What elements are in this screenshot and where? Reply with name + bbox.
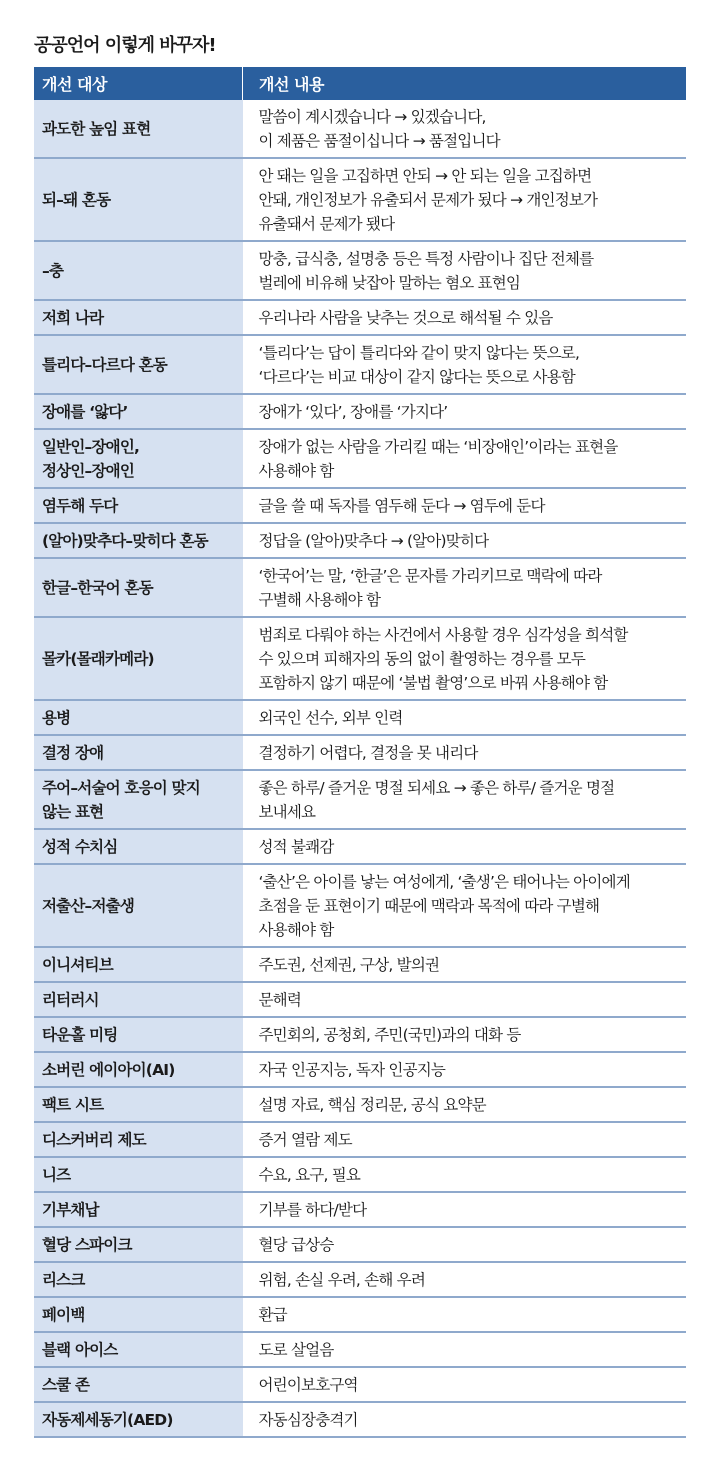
target-cell-line: 디스커버리 제도 xyxy=(42,1131,146,1149)
target-cell xyxy=(34,982,243,1017)
content-cell xyxy=(243,100,687,158)
content-cell-line: 좋은 하루/ 즐거운 명절 되세요 → 좋은 하루/ 즐거운 명절 xyxy=(258,779,615,797)
target-cell xyxy=(34,394,243,429)
table-row xyxy=(34,947,686,982)
target-cell xyxy=(34,1402,243,1437)
table-row xyxy=(34,100,686,158)
target-cell-line: 기부채납 xyxy=(42,1201,99,1219)
table-row xyxy=(34,429,686,488)
content-cell xyxy=(243,429,687,488)
target-cell-line: 리스크 xyxy=(42,1271,85,1289)
target-cell xyxy=(34,100,243,158)
content-cell-line: 안 돼는 일을 고집하면 안되 → 안 되는 일을 고집하면 xyxy=(258,167,592,185)
content-cell-line: 기부를 하다/받다 xyxy=(258,1201,367,1219)
content-cell xyxy=(243,700,687,735)
target-cell xyxy=(34,700,243,735)
table-row xyxy=(34,523,686,558)
content-cell-line: 구별해 사용해야 함 xyxy=(258,591,381,609)
target-cell xyxy=(34,1087,243,1122)
target-cell-line: 않는 표현 xyxy=(42,803,104,821)
content-cell-line: 보내세요 xyxy=(258,803,316,821)
target-cell xyxy=(34,1262,243,1297)
content-cell xyxy=(243,1227,687,1262)
content-cell-line: 초점을 둔 표현이기 때문에 맥락과 목적에 따라 구별해 xyxy=(258,897,600,915)
content-cell xyxy=(243,558,687,617)
content-cell-line: 사용해야 함 xyxy=(258,462,334,480)
content-cell xyxy=(243,735,687,770)
target-cell-line: 과도한 높임 표현 xyxy=(42,120,151,138)
target-cell xyxy=(34,735,243,770)
content-cell xyxy=(243,1122,687,1157)
content-cell xyxy=(243,335,687,394)
target-cell-line: 한글–한국어 혼동 xyxy=(42,579,153,597)
table-row xyxy=(34,1087,686,1122)
content-cell-line: 수 있으며 피해자의 동의 없이 촬영하는 경우를 모두 xyxy=(258,650,586,668)
target-cell-line: 타운홀 미팅 xyxy=(42,1026,118,1044)
content-cell xyxy=(243,1087,687,1122)
content-cell-line: 환급 xyxy=(258,1306,287,1324)
target-cell-line: 결정 장애 xyxy=(42,744,104,762)
content-cell-line: 이 제품은 품절이십니다 → 품절입니다 xyxy=(258,132,500,150)
target-cell-line: 스쿨 존 xyxy=(42,1376,90,1394)
content-cell-line: 혈당 급상승 xyxy=(258,1236,334,1254)
content-cell xyxy=(243,1192,687,1227)
content-cell xyxy=(243,523,687,558)
target-cell-line: 니즈 xyxy=(42,1166,71,1184)
table-row xyxy=(34,1262,686,1297)
table-row xyxy=(34,1227,686,1262)
content-cell xyxy=(243,1332,687,1367)
content-cell-line: 자국 인공지능, 독자 인공지능 xyxy=(258,1061,446,1079)
target-cell xyxy=(34,947,243,982)
table-row xyxy=(34,735,686,770)
target-cell-line: 용병 xyxy=(42,709,71,727)
content-cell-line: 우리나라 사람을 낮추는 것으로 해석될 수 있음 xyxy=(258,309,553,327)
target-cell-line: 소버린 에이아이(AI) xyxy=(42,1061,175,1079)
content-cell-line: ‘한국어’는 말, ‘한글’은 문자를 가리키므로 맥락에 따라 xyxy=(258,567,602,585)
target-cell-line: 틀리다–다르다 혼동 xyxy=(42,356,167,374)
content-cell-line: 범죄로 다뤄야 하는 사건에서 사용할 경우 심각성을 희석할 xyxy=(258,626,628,644)
content-cell-line: 위험, 손실 우려, 손해 우려 xyxy=(258,1271,425,1289)
content-cell xyxy=(243,1052,687,1087)
target-cell xyxy=(34,158,243,241)
target-cell xyxy=(34,335,243,394)
target-cell xyxy=(34,558,243,617)
content-cell-line: 글을 쓸 때 독자를 염두해 둔다 → 염두에 둔다 xyxy=(258,497,545,515)
content-cell-line: 도로 살얼음 xyxy=(258,1341,334,1359)
content-cell-line: 벌레에 비유해 낮잡아 말하는 혐오 표현임 xyxy=(258,274,521,292)
target-cell xyxy=(34,241,243,300)
content-cell-line: 주도권, 선제권, 구상, 발의권 xyxy=(258,956,440,974)
target-cell xyxy=(34,1052,243,1087)
target-cell xyxy=(34,770,243,829)
table-row xyxy=(34,1017,686,1052)
content-cell-line: 설명 자료, 핵심 정리문, 공식 요약문 xyxy=(258,1096,486,1114)
page-title: 공공언어 이렇게 바꾸자! xyxy=(34,35,216,56)
content-cell-line: 사용해야 함 xyxy=(258,921,334,939)
content-cell xyxy=(243,1402,687,1437)
target-cell xyxy=(34,1227,243,1262)
table-row xyxy=(34,488,686,523)
content-cell-line: 성적 불쾌감 xyxy=(258,838,334,856)
table-row xyxy=(34,1157,686,1192)
target-cell xyxy=(34,829,243,864)
target-cell xyxy=(34,429,243,488)
content-cell xyxy=(243,770,687,829)
target-cell xyxy=(34,523,243,558)
content-cell-line: 망충, 급식충, 설명충 등은 특정 사람이나 집단 전체를 xyxy=(258,250,594,268)
content-cell xyxy=(243,158,687,241)
target-cell xyxy=(34,617,243,700)
table-row xyxy=(34,1332,686,1367)
column-header-content: 개선 내용 xyxy=(243,67,687,100)
target-cell-line: 장애를 ‘앓다’ xyxy=(42,403,128,421)
content-cell xyxy=(243,1297,687,1332)
table-row xyxy=(34,558,686,617)
content-cell-line: 외국인 선수, 외부 인력 xyxy=(258,709,403,727)
content-cell-line: ‘출산’은 아이를 낳는 여성에게, ‘출생’은 태어나는 아이에게 xyxy=(258,873,630,891)
table-row xyxy=(34,1122,686,1157)
table-body xyxy=(34,100,686,1437)
content-cell-line: 장애가 없는 사람을 가리킬 때는 ‘비장애인’이라는 표현을 xyxy=(258,438,618,456)
content-cell xyxy=(243,300,687,335)
content-cell-line: 어린이보호구역 xyxy=(258,1376,358,1394)
content-cell xyxy=(243,1017,687,1052)
table-row xyxy=(34,617,686,700)
table-row xyxy=(34,1297,686,1332)
table-row xyxy=(34,864,686,947)
content-cell xyxy=(243,829,687,864)
target-cell-line: 일반인–장애인, xyxy=(42,438,140,456)
content-cell-line: 문해력 xyxy=(258,991,302,1009)
content-cell-line: 유출돼서 문제가 됐다 xyxy=(258,215,395,233)
target-cell xyxy=(34,1157,243,1192)
target-cell-line: 이니셔티브 xyxy=(42,956,113,974)
target-cell xyxy=(34,1122,243,1157)
content-cell-line: 수요, 요구, 필요 xyxy=(258,1166,361,1184)
table-row xyxy=(34,1052,686,1087)
target-cell-line: 페이백 xyxy=(42,1306,85,1324)
target-cell-line: 성적 수치심 xyxy=(42,838,118,856)
content-cell-line: 자동심장충격기 xyxy=(258,1411,358,1429)
target-cell-line: 몰카(몰래카메라) xyxy=(42,650,154,668)
content-cell-line: 장애가 ‘있다’, 장애를 ‘가지다’ xyxy=(258,403,448,421)
table-row xyxy=(34,300,686,335)
content-cell-line: 정답을 (알아)맞추다 → (알아)맞히다 xyxy=(258,532,489,550)
content-cell-line: ‘다르다’는 비교 대상이 같지 않다는 뜻으로 사용함 xyxy=(258,368,575,386)
target-cell xyxy=(34,1367,243,1402)
table-row xyxy=(34,700,686,735)
table-row xyxy=(34,394,686,429)
content-cell xyxy=(243,241,687,300)
target-cell-line: 정상인–장애인 xyxy=(42,462,134,480)
table-row xyxy=(34,335,686,394)
content-cell xyxy=(243,394,687,429)
content-cell-line: 증거 열람 제도 xyxy=(258,1131,352,1149)
content-cell xyxy=(243,488,687,523)
table-header-row xyxy=(34,67,686,100)
target-cell xyxy=(34,1017,243,1052)
table-row xyxy=(34,770,686,829)
table-row xyxy=(34,1192,686,1227)
target-cell xyxy=(34,1297,243,1332)
target-cell xyxy=(34,300,243,335)
content-cell-line: ‘틀리다’는 답이 틀리다와 같이 맞지 않다는 뜻으로, xyxy=(258,344,580,362)
content-cell xyxy=(243,982,687,1017)
target-cell xyxy=(34,488,243,523)
content-cell xyxy=(243,947,687,982)
content-cell xyxy=(243,1262,687,1297)
target-cell-line: –충 xyxy=(42,262,64,280)
target-cell-line: 리터러시 xyxy=(42,991,99,1009)
improvement-table xyxy=(34,67,686,1438)
target-cell xyxy=(34,1332,243,1367)
content-cell xyxy=(243,864,687,947)
table-row xyxy=(34,241,686,300)
target-cell xyxy=(34,864,243,947)
table-row xyxy=(34,829,686,864)
content-cell xyxy=(243,1157,687,1192)
target-cell-line: 저희 나라 xyxy=(42,309,104,327)
table-row xyxy=(34,1402,686,1437)
content-cell xyxy=(243,617,687,700)
table-row xyxy=(34,1367,686,1402)
target-cell-line: 자동제세동기(AED) xyxy=(42,1411,173,1429)
target-cell-line: 염두해 두다 xyxy=(42,497,118,515)
target-cell-line: 팩트 시트 xyxy=(42,1096,104,1114)
target-cell-line: 주어–서술어 호응이 맞지 xyxy=(42,779,200,797)
target-cell-line: (알아)맞추다–맞히다 혼동 xyxy=(42,532,208,550)
content-cell-line: 안돼, 개인정보가 유출되서 문제가 됬다 → 개인정보가 xyxy=(258,191,598,209)
table-row xyxy=(34,982,686,1017)
target-cell-line: 되–돼 혼동 xyxy=(42,191,111,209)
content-cell-line: 결정하기 어렵다, 결정을 못 내리다 xyxy=(258,744,478,762)
column-header-target: 개선 대상 xyxy=(34,67,243,100)
target-cell-line: 혈당 스파이크 xyxy=(42,1236,132,1254)
content-cell-line: 말씀이 계시겠습니다 → 있겠습니다, xyxy=(258,108,486,126)
target-cell-line: 블랙 아이스 xyxy=(42,1341,118,1359)
content-cell-line: 포함하지 않기 때문에 ‘불법 촬영’으로 바꿔 사용해야 함 xyxy=(258,674,608,692)
content-cell-line: 주민회의, 공청회, 주민(국민)과의 대화 등 xyxy=(258,1026,521,1044)
content-cell xyxy=(243,1367,687,1402)
target-cell-line: 저출산–저출생 xyxy=(42,897,134,915)
target-cell xyxy=(34,1192,243,1227)
table-row xyxy=(34,158,686,241)
